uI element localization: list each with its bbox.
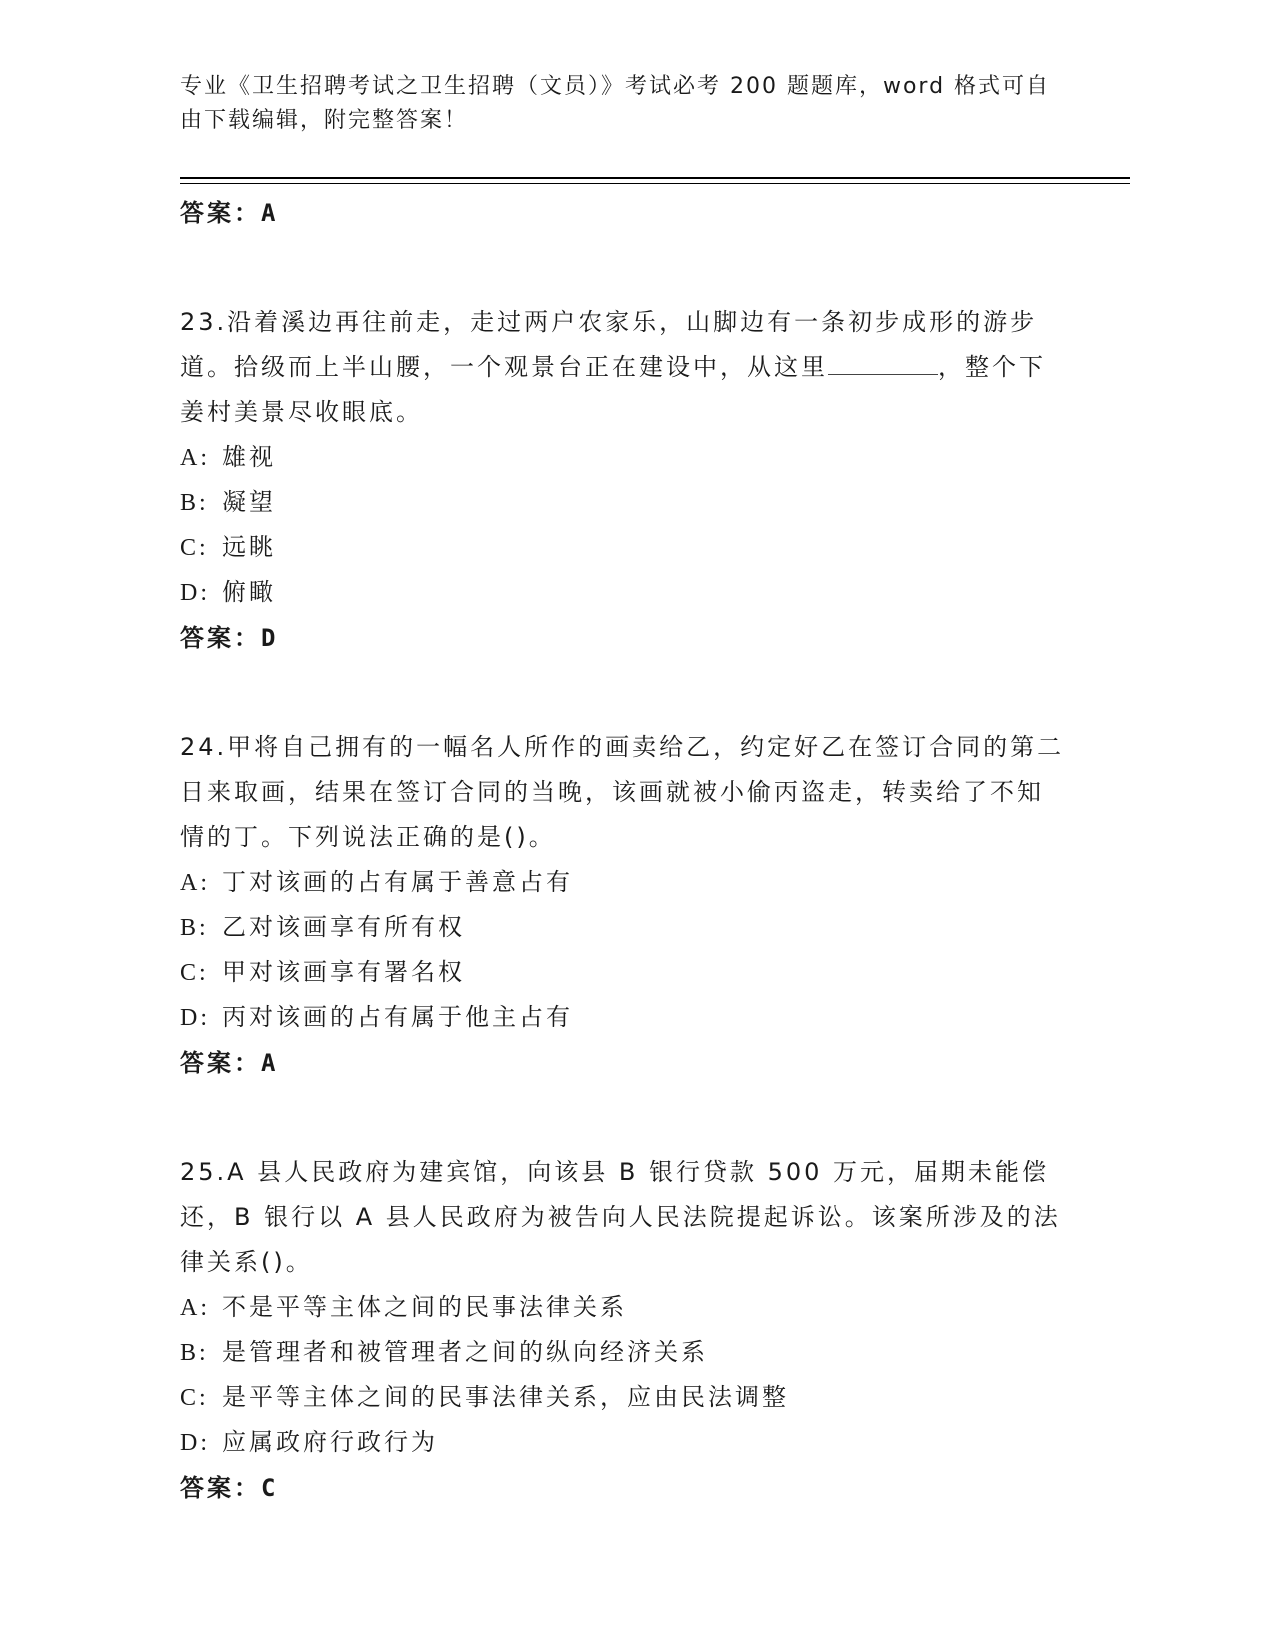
option-key: C: <box>180 1385 209 1411</box>
option-key: C: <box>180 535 209 561</box>
option-b <box>180 480 1080 525</box>
option-a <box>180 860 1080 905</box>
option-text: 凝望 <box>222 488 276 516</box>
question-text <box>180 725 1070 860</box>
option-text: 不是平等主体之间的民事法律关系 <box>222 1293 627 1321</box>
question-number: 24. <box>180 733 228 761</box>
question-25 <box>180 1150 1080 1511</box>
option-c <box>180 525 1080 570</box>
option-a <box>180 435 1080 480</box>
option-d <box>180 995 1080 1040</box>
option-key: D: <box>180 1005 210 1031</box>
answer-line: 答案：C <box>180 1474 279 1502</box>
option-key: B: <box>180 490 209 516</box>
question-text <box>180 300 1070 435</box>
question-23 <box>180 300 1080 661</box>
option-text: 乙对该画享有所有权 <box>222 913 465 941</box>
question-body: 甲将自己拥有的一幅名人所作的画卖给乙，约定好乙在签订合同的第二日来取画，结果在签订合同的当晚，该画就被小偷丙盗走，转卖给了不知情的丁。下列说法正确的是()。 <box>180 733 1065 851</box>
option-key: C: <box>180 960 209 986</box>
option-key: A: <box>180 445 210 471</box>
option-key: B: <box>180 915 209 941</box>
option-key: B: <box>180 1340 209 1366</box>
header-title: 专业《卫生招聘考试之卫生招聘（文员）》考试必考 200 题题库，word 格式可自由下载编辑，附完整答案！ <box>180 74 1051 133</box>
option-d <box>180 1420 1080 1465</box>
answer-line: 答案：A <box>180 1049 279 1077</box>
question-body: A 县人民政府为建宾馆，向该县 B 银行贷款 500 万元，届期未能偿还，B 银行以 A 县人民政府为被告向人民法院提起诉讼。该案所涉及的法律关系()。 <box>180 1158 1061 1276</box>
question-text-before-blank: 沿着溪边再往前走，走过两户农家乐，山脚边有一条初步成形的游步道。拾级而上半山腰，一个观景台正在建设中，从这里 <box>180 308 1038 381</box>
option-d <box>180 570 1080 615</box>
option-text: 应属政府行政行为 <box>222 1428 438 1456</box>
option-c <box>180 1375 1080 1420</box>
option-text: 是平等主体之间的民事法律关系，应由民法调整 <box>222 1383 789 1411</box>
option-text: 甲对该画享有署名权 <box>222 958 465 986</box>
question-text-after-blank: ，整个下姜村美景尽收眼底。 <box>180 353 1046 426</box>
question-number: 23. <box>180 308 228 336</box>
option-c <box>180 950 1080 995</box>
question-text <box>180 1150 1070 1285</box>
option-text: 是管理者和被管理者之间的纵向经济关系 <box>222 1338 708 1366</box>
option-text: 远眺 <box>222 533 276 561</box>
header-rule-thick <box>180 177 1130 179</box>
answer-line: 答案：D <box>180 624 279 652</box>
option-key: D: <box>180 1430 210 1456</box>
option-text: 丁对该画的占有属于善意占有 <box>222 868 573 896</box>
document-body <box>180 190 1080 1511</box>
option-b <box>180 1330 1080 1375</box>
option-key: D: <box>180 580 210 606</box>
option-a <box>180 1285 1080 1330</box>
option-text: 俯瞰 <box>222 578 276 606</box>
document-header <box>180 70 1060 138</box>
option-key: A: <box>180 870 210 896</box>
question-number: 25. <box>180 1158 228 1186</box>
fill-in-blank <box>828 354 938 375</box>
option-key: A: <box>180 1295 210 1321</box>
option-b <box>180 905 1080 950</box>
answer-line: 答案：A <box>180 199 279 227</box>
option-text: 丙对该画的占有属于他主占有 <box>222 1003 573 1031</box>
header-rule-thin <box>180 183 1130 184</box>
question-24 <box>180 725 1080 1086</box>
option-text: 雄视 <box>222 443 276 471</box>
